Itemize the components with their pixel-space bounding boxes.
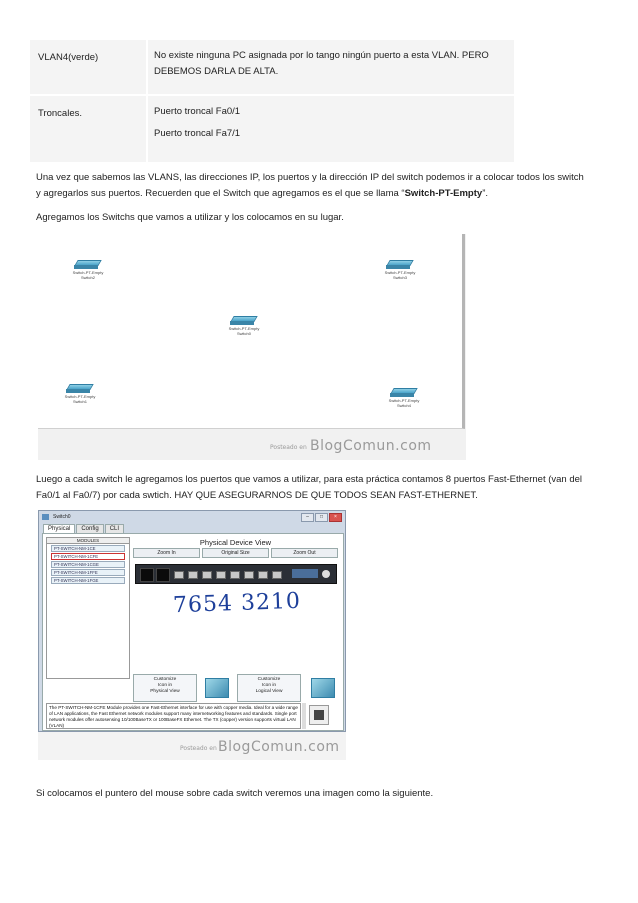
paragraph-line: Una vez que sabemos las VLANS, las direcciones IP, los puertos y la dirección IP del switch podemos ir a colocar todos los switch <box>36 172 584 183</box>
switch-type: Switch-PT-Empty <box>72 270 104 275</box>
fast-ethernet-port[interactable] <box>174 571 184 579</box>
power-switch-icon[interactable] <box>322 570 330 578</box>
logical-icon-preview <box>311 678 335 698</box>
text-span: ”. <box>482 188 488 199</box>
switch-name: Switch1 <box>72 399 87 404</box>
module-item[interactable]: PT-SWITCH-NM-1CGE <box>51 561 125 568</box>
tab-cli[interactable]: CLI <box>105 524 124 534</box>
zoom-in-button[interactable]: Zoom In <box>133 548 200 558</box>
paragraph-line: Fa0/1 al Fa0/7) por cada swtich. HAY QUE ASEGURARNOS DE QUE TODOS SEAN FAST-ETHERNET. <box>36 490 478 501</box>
fast-ethernet-port[interactable] <box>188 571 198 579</box>
switch-window-screenshot <box>38 510 346 760</box>
switch-type: Switch-PT-Empty <box>388 398 420 403</box>
description-scrollbar[interactable] <box>302 703 306 729</box>
paragraph-line: Luego a cada switch le agregamos los puertos que vamos a utilizar, para esta práctica contamos 8 puertos Fast-Ethernet (van del <box>36 474 583 485</box>
module-description: The PT-SWITCH-NM-1CFE Module provides one Fast-Ethernet interface for use with copper media. Ideal for a wide range of LAN applications, the Fast Ethernet network modules support many internetworking features and standards. Single port network modules offer autosensing 10/100BaseTX or 100BaseFX Ethernet. The TX (copper) version supports virtual LAN (VLAN) <box>46 703 301 729</box>
close-icon[interactable]: × <box>329 513 342 522</box>
original-size-button[interactable]: Original Size <box>202 548 269 558</box>
zoom-out-button[interactable]: Zoom Out <box>271 548 338 558</box>
watermark-prefix: Posteado en <box>180 745 217 752</box>
fast-ethernet-port[interactable] <box>272 571 282 579</box>
switch-app-icon <box>42 514 49 520</box>
switch-label <box>380 270 420 280</box>
fast-ethernet-port[interactable] <box>258 571 268 579</box>
minimize-icon[interactable]: – <box>301 513 314 522</box>
customize-physical-button[interactable] <box>133 674 197 702</box>
switch-name: Switch0 <box>236 331 251 336</box>
switch-type: Switch-PT-Empty <box>384 270 416 275</box>
switch-label <box>68 270 108 280</box>
paragraph-line <box>36 186 584 202</box>
switch-label <box>384 398 424 408</box>
switch-icon <box>76 260 100 269</box>
paragraph-add-switches: Agregamos los Switchs que vamos a utilizar y los colocamos en su lugar. <box>36 212 344 223</box>
button-line: Customize <box>153 677 177 682</box>
button-line: Customize <box>257 677 281 682</box>
switch-label <box>224 326 264 336</box>
row-value-line: Puerto troncal Fa0/1 <box>154 106 241 117</box>
physical-pane <box>42 533 344 731</box>
module-item[interactable]: PT-SWITCH-NM-1FFE <box>51 569 125 576</box>
switch-window <box>38 510 346 732</box>
switch-chassis <box>135 564 337 584</box>
module-image-icon <box>309 705 329 725</box>
paragraph-hover: Si colocamos el puntero del mouse sobre cada switch veremos una imagen como la siguiente. <box>36 788 434 799</box>
empty-slot[interactable] <box>140 568 154 582</box>
modules-header: MODULES <box>47 538 129 544</box>
watermark-brand: BlogComun.com <box>218 739 340 755</box>
handwritten-port-numbers: 7654 3210 <box>172 588 302 619</box>
tab-physical[interactable]: Physical <box>43 524 75 534</box>
button-line: Physical View <box>150 689 180 694</box>
watermark-prefix: Posteado en <box>270 444 307 451</box>
physical-device-view <box>133 537 338 677</box>
switch-name: Switch4 <box>396 403 411 408</box>
workspace-canvas <box>38 234 465 429</box>
topology-screenshot <box>38 234 466 460</box>
maximize-icon[interactable]: □ <box>315 513 328 522</box>
row-value-line: Puerto troncal Fa7/1 <box>154 128 241 139</box>
tab-config[interactable]: Config <box>76 524 103 534</box>
vlan-table <box>30 40 514 162</box>
module-item[interactable]: PT-SWITCH-NM-1CE <box>51 545 125 552</box>
table-row <box>30 96 514 162</box>
button-line: Logical View <box>255 689 283 694</box>
switch-type: Switch-PT-Empty <box>228 326 260 331</box>
text-span: y agregarlos sus puertos. Recuerden que el Switch que agregamos es el que se llama “ <box>36 188 405 199</box>
module-item-selected[interactable]: PT-SWITCH-NM-1CFE <box>51 553 125 560</box>
watermark-brand: BlogComun.com <box>310 438 432 454</box>
switch-name: Switch3 <box>392 275 407 280</box>
row-value-line: DEBEMOS DARLA DE ALTA. <box>154 66 279 77</box>
row-label: VLAN4(verde) <box>38 52 99 63</box>
empty-slot[interactable] <box>156 568 170 582</box>
customize-logical-button[interactable] <box>237 674 301 702</box>
power-module-icon <box>292 569 318 578</box>
window-titlebar <box>39 511 345 523</box>
switch-icon <box>392 388 416 397</box>
window-controls <box>301 513 342 522</box>
switch-icon <box>68 384 92 393</box>
row-label: Troncales. <box>38 108 82 119</box>
switch-label <box>60 394 100 404</box>
window-title: Switch0 <box>53 514 71 520</box>
module-item[interactable]: PT-SWITCH-NM-1FGE <box>51 577 125 584</box>
row-value-line: No existe ninguna PC asignada por lo tango ningún puerto a esta VLAN. PERO <box>154 50 489 61</box>
physical-icon-preview <box>205 678 229 698</box>
switch-name: Switch2 <box>80 275 95 280</box>
bold-switch-name: Switch-PT-Empty <box>404 188 483 199</box>
switch-type: Switch-PT-Empty <box>64 394 96 399</box>
fast-ethernet-port[interactable] <box>216 571 226 579</box>
paragraph-intro <box>36 170 584 202</box>
switch-icon <box>388 260 412 269</box>
switch-icon <box>232 316 256 325</box>
modules-list <box>46 537 130 679</box>
paragraph-add-ports <box>36 472 582 504</box>
zoom-controls <box>133 548 338 558</box>
button-line: Icon in <box>157 683 173 688</box>
row-value <box>154 48 504 80</box>
table-row <box>30 40 514 94</box>
row-value <box>154 104 240 142</box>
physical-view-title: Physical Device View <box>199 538 272 547</box>
fast-ethernet-port[interactable] <box>202 571 212 579</box>
button-line: Icon in <box>261 683 277 688</box>
fast-ethernet-port[interactable] <box>244 571 254 579</box>
fast-ethernet-port[interactable] <box>230 571 240 579</box>
